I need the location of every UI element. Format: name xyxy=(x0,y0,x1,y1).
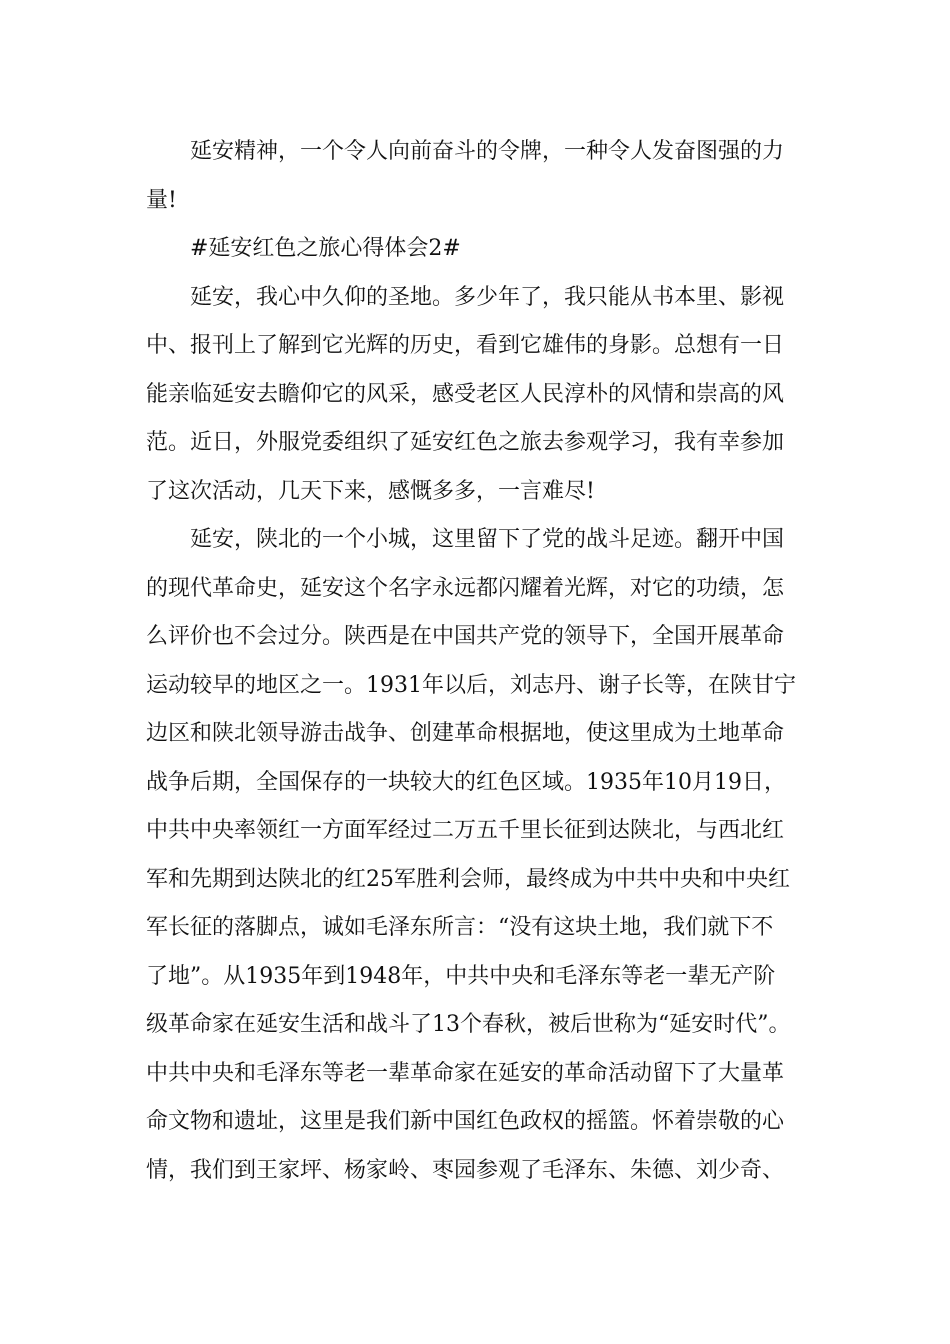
paragraph-3-line-2: 的现代革命史，延安这个名字永远都闪耀着光辉，对它的功绩，怎 xyxy=(146,575,785,601)
paragraph-3-line-11: 级革命家在延安生活和战斗了13个春秋，被后世称为“延安时代”。 xyxy=(146,1012,791,1037)
paragraph-3-line-7: 中共中央率领红一方面军经过二万五千里长征到达陕北，与西北红 xyxy=(146,818,785,843)
paragraph-3-line-1: 延安，陕北的一个小城，这里留下了党的战斗足迹。翻开中国 xyxy=(190,527,785,552)
paragraph-3-line-6: 战争后期，全国保存的一块较大的红色区域。1935年10月19日， xyxy=(146,769,786,795)
paragraph-3-line-5: 边区和陕北领导游击战争、创建革命根据地，使这里成为土地革命 xyxy=(146,721,785,746)
section-heading: #延安红色之旅心得体会2# xyxy=(190,236,461,261)
paragraph-2-line-4: 范。近日，外服党委组织了延安红色之旅去参观学习，我有幸参加 xyxy=(146,430,785,455)
document-body xyxy=(146,128,826,1195)
paragraph-3-line-13: 命文物和遗址，这里是我们新中国红色政权的摇篮。怀着崇敬的心 xyxy=(146,1109,785,1134)
paragraph-2-line-3: 能亲临延安去瞻仰它的风采，感受老区人民淳朴的风情和崇高的风 xyxy=(146,381,785,407)
paragraph-3-line-10: 了地”。从1935年到1948年，中共中央和毛泽东等老一辈无产阶 xyxy=(146,963,776,989)
paragraph-2-line-1: 延安，我心中久仰的圣地。多少年了，我只能从书本里、影视 xyxy=(190,284,785,310)
paragraph-3-line-8: 军和先期到达陕北的红25军胜利会师，最终成为中共中央和中央红 xyxy=(146,866,790,892)
paragraph-3-line-3: 么评价也不会过分。陕西是在中国共产党的领导下，全国开展革命 xyxy=(146,624,785,649)
paragraph-1-line-1: 延安精神，一个令人向前奋斗的令牌，一种令人发奋图强的力 xyxy=(190,139,785,164)
paragraph-2-line-5: 了这次活动，几天下来，感慨多多，一言难尽! xyxy=(146,478,595,504)
paragraph-3-line-4: 运动较早的地区之一。1931年以后，刘志丹、谢子长等，在陕甘宁 xyxy=(146,672,796,698)
paragraph-1-line-2: 量! xyxy=(146,187,177,213)
paragraph-2-line-2: 中、报刊上了解到它光辉的历史，看到它雄伟的身影。总想有一日 xyxy=(146,333,785,358)
paragraph-3-line-14: 情，我们到王家坪、杨家岭、枣园参观了毛泽东、朱德、刘少奇、 xyxy=(146,1157,785,1183)
paragraph-3-line-9: 军长征的落脚点，诚如毛泽东所言：“没有这块土地，我们就下不 xyxy=(146,915,774,940)
paragraph-3-line-12: 中共中央和毛泽东等老一辈革命家在延安的革命活动留下了大量革 xyxy=(146,1060,785,1086)
